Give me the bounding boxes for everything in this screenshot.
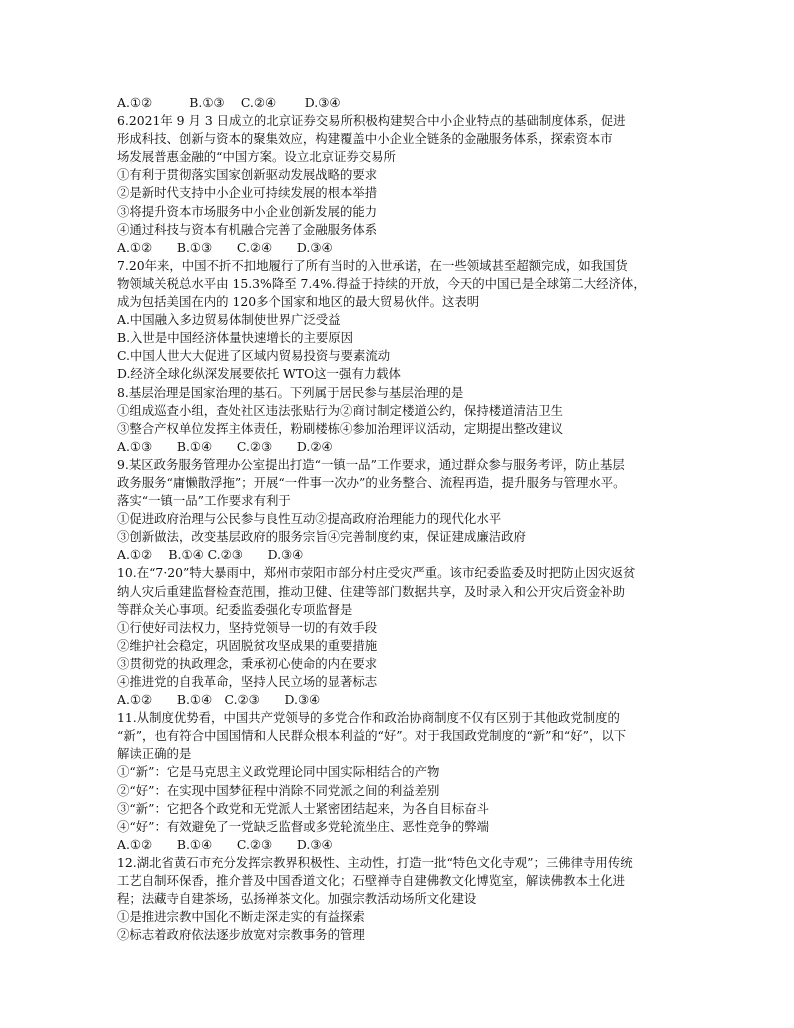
q6-statement-4: ④通过科技与资本有机融合完善了金融服务体系 [117,221,378,237]
q6-statement-1: ①有利于贯彻落实国家创新驱动发展战略的要求 [117,167,378,183]
q6-stem-line-3: 场发展普惠金融的“中国方案。设立北京证券交易所 [117,149,396,165]
q11-options: A.①② B.①④ C.②③ D.③④ [117,836,333,852]
q9-statements-1-2: ①促进政府治理与公民参与良性互动②提高政府治理能力的现代化水平 [117,511,502,527]
q10-statement-3: ③贯彻党的执政理念，秉承初心使命的内在要求 [117,655,378,671]
q7-option-b: B.入世是中国经济体量快速增长的主要原因 [117,330,354,346]
q6-statement-2: ②是新时代支持中小企业可持续发展的根本举措 [117,185,378,201]
q6-stem-line-1: 6.2021年 9 月 3 日成立的北京证券交易所积极构建契合中小企业特点的基础制度体系，促进 [117,113,626,129]
q10-stem-line-2: 纳人灾后重建监督检查范围，推动卫健、住建等部门数据共享，及时录入和公开灾后资金补助 [117,583,626,599]
q10-options: A.①② B.①④ C.②③ D.③④ [117,692,321,708]
q11-statement-1: ①“新”：它是马克思主义政党理论同中国实际相结合的产物 [117,764,440,780]
q9-stem-line-1: 9.某区政务服务管理办公室提出打造“一镇一品”工作要求，通过群众参与服务考评，防止基层 [117,456,625,472]
q8-stem: 8.基层治理是国家治理的基石。下列属于居民参与基层治理的是 [117,384,464,400]
q11-statement-4: ④“好”：有效避免了一党缺乏监督或多党轮流坐庄、恶性竞争的弊端 [117,818,489,834]
q11-stem-line-1: 11.从制度优势看，中国共产党领导的多党合作和政治协商制度不仅有区别于其他政党制度的 [117,710,620,726]
q6-options: A.①② B.①③ C.②④ D.③④ [117,239,333,255]
q12-statement-1: ①是推进宗教中国化不断走深走实的有益探索 [117,909,365,925]
q10-stem-line-3: 等群众关心事项。纪委监委强化专项监督是 [117,601,353,617]
q8-statements-1-2: ①组成巡查小组，查处社区违法张贴行为②商讨制定楼道公约，保持楼道清洁卫生 [117,402,564,418]
q7-stem-line-1: 7.20年来，中国不折不扣地履行了所有当时的入世承诺，在一些领域甚至超额完成，如我国货 [117,257,628,273]
q7-stem-line-3: 成为包括美国在内的 120多个国家和地区的最大贸易伙伴。这表明 [117,294,480,310]
q11-statement-3: ③“新”：它把各个政党和无党派人士紧密团结起来，为各自目标奋斗 [117,800,489,816]
q10-statement-1: ①行使好司法权力，坚持党领导一切的有效手段 [117,619,378,635]
q9-options: A.①② B.①④ C.②③ D.③④ [117,547,304,563]
q10-statement-4: ④推进党的自我革命，坚持人民立场的显著标志 [117,674,378,689]
q10-stem-line-1: 10.在“7·20”特大暴雨中，郑州市荥阳市部分村庄受灾严重。该市纪委监委及时把防止因灾返贫 [117,565,636,581]
q9-stem-line-3: 落实“一镇一品”工作要求有利于 [117,493,291,509]
q9-stem-line-2: 政务服务“庸懒散浮拖”；开展“一件事一次办”的业务整合、流程再造，提升服务与管理水平。 [117,474,626,490]
q12-statement-2: ②标志着政府依法逐步放宽对宗教事务的管理 [117,927,365,943]
q6-statement-3: ③将提升资本市场服务中小企业创新发展的能力 [117,203,378,219]
exam-page [117,94,683,944]
q7-option-c: C.中国人世大大促进了区域内贸易投资与要素流动 [117,348,391,364]
q11-statement-2: ②“好”：在实现中国梦征程中消除不同党派之间的利益差别 [117,782,440,798]
q12-stem-line-2: 工艺自制环保香，推介普及中国香道文化；石壁禅寺自建佛教文化博览室，解读佛教本土化进 [117,873,626,889]
q8-options: A.①③ B.①④ C.②③ D.②④ [117,438,333,454]
q9-statements-3-4: ③创新做法，改变基层政府的服务宗旨④完善制度约束，保证建成廉洁政府 [117,529,526,545]
q8-statements-3-4: ③整合产权单位发挥主体责任，粉刷楼栋④参加治理评议活动，定期提出整改建议 [117,420,564,436]
q7-option-a: A.中国融入多边贸易体制使世界广泛受益 [117,312,341,328]
q7-option-d: D.经济全球化纵深发展要依托 WTO这一强有力载体 [117,366,401,382]
q12-stem-line-1: 12.湖北省黄石市充分发挥宗教界积极性、主动性，打造一批“特色文化寺观”；三佛律寺用传统 [117,854,633,870]
q7-stem-line-2: 物领域关税总水平由 15.3%降至 7.4%.得益于持续的开放，今天的中国已是全球第二大经济体， [117,275,646,291]
q11-stem-line-3: 解读正确的是 [117,746,192,762]
q12-stem-line-3: 程；法藏寺自建茶场，弘扬禅茶文化。加强宗教活动场所文化建设 [117,891,477,907]
q11-stem-line-2: “新”，也有符合中国国情和人民群众根本利益的“好”。对于我国政党制度的“新”和“好”，以下 [117,728,627,744]
q10-statement-2: ②维护社会稳定，巩固脱贫攻坚成果的重要措施 [117,637,378,653]
q5-options: A.①② B.①③ C.②④ D.③④ [117,95,341,110]
q6-stem-line-2: 形成科技、创新与资本的聚集效应，构建覆盖中小企业全链条的金融服务体系，探索资本市 [117,131,613,147]
